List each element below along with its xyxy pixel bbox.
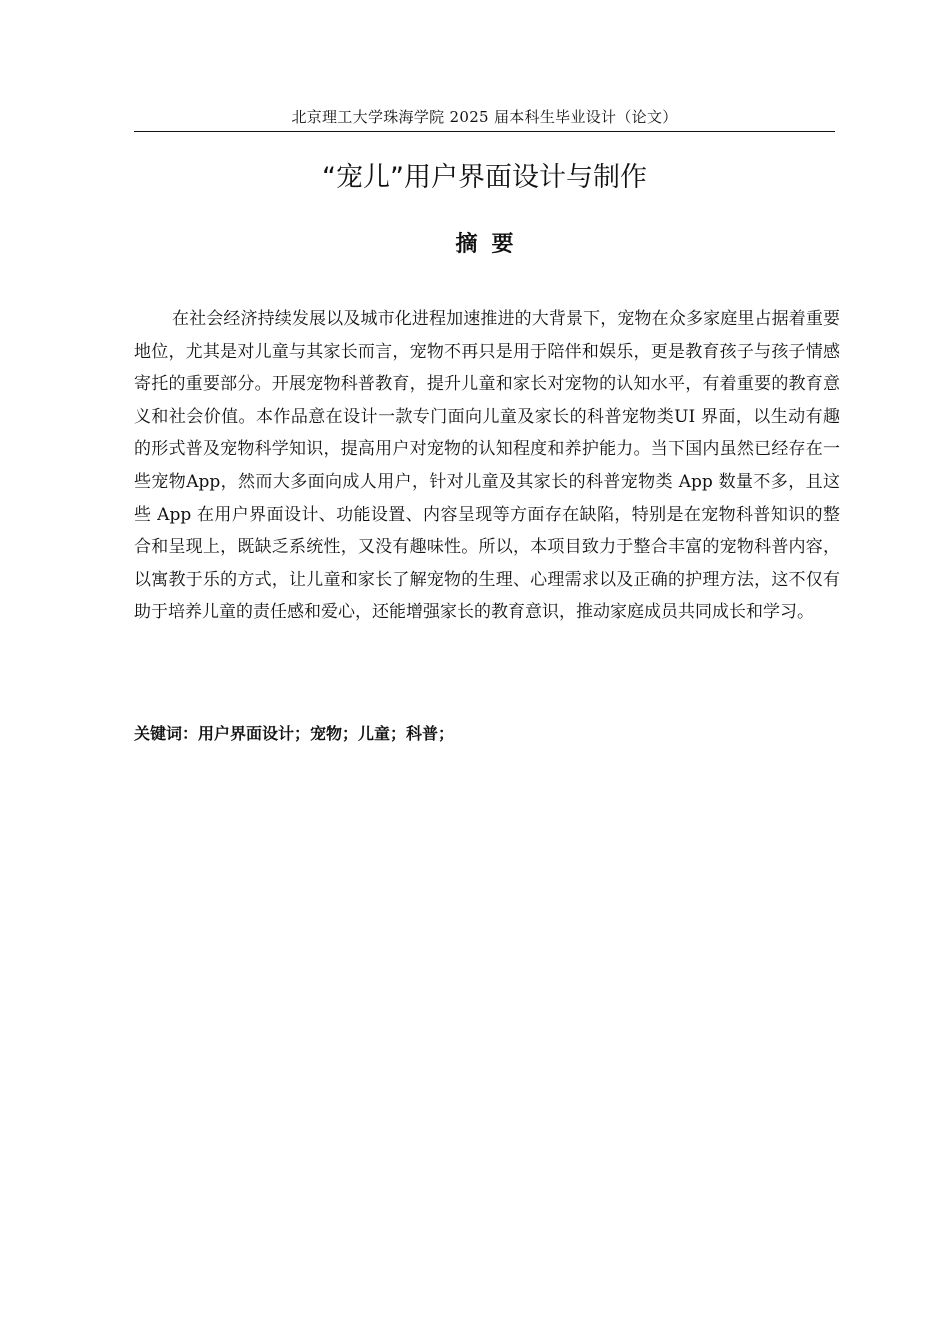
running-header: 北京理工大学珠海学院 2025 届本科生毕业设计（论文） <box>291 108 678 126</box>
keywords-line: 关键词：用户界面设计；宠物；儿童；科普； <box>134 724 455 743</box>
abstract-heading: 摘要 <box>455 232 528 257</box>
abstract-body: 在社会经济持续发展以及城市化进程加速推进的大背景下，宠物在众多家庭里占据着重要地位，尤其是对儿童与其家长而言，宠物不再只是用于陪伴和娱乐，更是教育孩子与孩子情感寄托的重要部分。开展宠物科普教育，提升儿童和家长对宠物的认知水平，有着重要的教育意义和社会价值。本作品意在设计一款专门面向儿童及家长的科普宠物类UI 界面，以生动有趣的形式普及宠物科学知识，提高用户对宠物的认知程度和养护能力。当下国内虽然已经存在一些宠物App，然而大多面向成人用户，针对儿童及其家长的科普宠物类 App 数量不多，且这些 App 在用户界面设计、功能设置、内容呈现等方面存在缺陷，特别是在宠物科普知识的整合和呈现上，既缺乏系统性，又没有趣味性。所以，本项目致力于整合丰富的宠物科普内容，以寓教于乐的方式，让儿童和家长了解宠物的生理、心理需求以及正确的护理方法，这不仅有助于培养儿童的责任感和爱心，还能增强家长的教育意识，推动家庭成员共同成长和学习。 <box>134 309 840 623</box>
header-divider <box>134 131 835 132</box>
page-title: “宠儿”用户界面设计与制作 <box>322 162 647 193</box>
